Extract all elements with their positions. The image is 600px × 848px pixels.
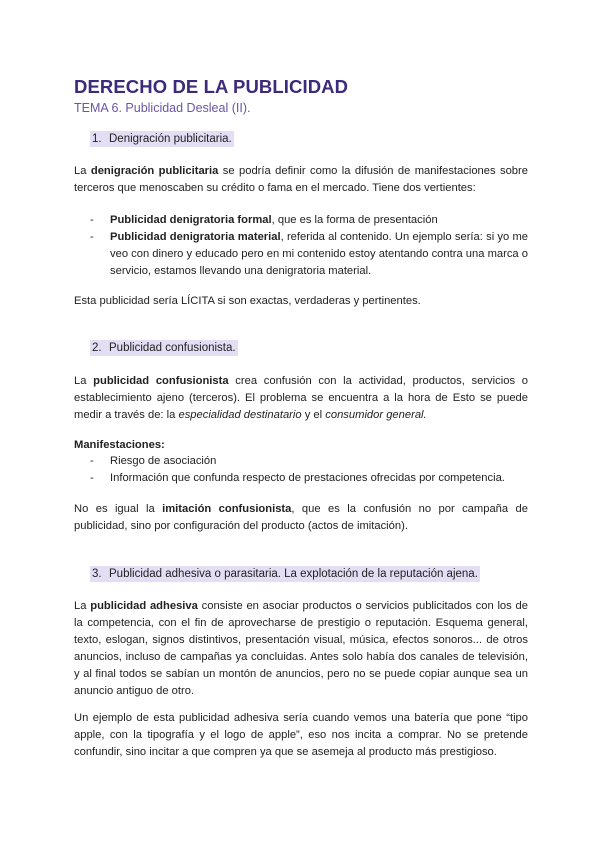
text: La <box>74 600 91 612</box>
text: La <box>74 375 94 387</box>
bold-term: denigración publicitaria <box>90 165 219 177</box>
list-dash: - <box>90 214 94 226</box>
document-subtitle: TEMA 6. Publicidad Desleal (II). <box>74 101 251 115</box>
text: , que es la forma de presentación <box>271 214 438 226</box>
section-heading-3 <box>90 566 480 582</box>
bold-term: Publicidad denigratoria material <box>110 231 281 243</box>
paragraph: Un ejemplo de esta publicidad adhesiva sería cuando vemos una batería que pone “tipo apple, con la tipografía y el logo de apple”, eso nos incita a comprar. No se pretende confundir, sino incitar a que compren ya que se asemeja al producto más prestigioso. <box>74 712 528 758</box>
paragraph <box>74 501 528 535</box>
list-dash: - <box>90 472 94 484</box>
section-title: Denigración publicitaria. <box>109 133 232 145</box>
document-title: DERECHO DE LA PUBLICIDAD <box>74 76 349 97</box>
text: y el <box>301 409 326 421</box>
list-item <box>90 212 528 229</box>
text: Riesgo de asociación <box>110 455 217 467</box>
bold-term: publicidad confusionista <box>93 375 229 387</box>
paragraph <box>74 373 528 424</box>
list-dash: - <box>90 231 94 243</box>
paragraph: Esta publicidad sería LÍCITA si son exactas, verdaderas y pertinentes. <box>74 295 421 307</box>
section-number: 3. <box>92 568 102 580</box>
italic-term: especialidad destinatario <box>178 409 302 421</box>
text: No es igual la <box>74 503 163 515</box>
section-number: 2. <box>92 342 102 354</box>
paragraph <box>74 437 528 454</box>
list-item <box>90 453 528 470</box>
list-item <box>90 470 528 487</box>
section-heading-1 <box>90 131 234 147</box>
text: se podría definir como la difusión de manifestaciones sobre terceros que menoscaben su crédito o fama en el mercado. Tiene dos vertientes: <box>74 165 528 194</box>
text: crea confusión con la actividad, productos, servicios o establecimiento ajeno (terceros). El problema se encuentra a la hora de Esto se puede medir a través de: la <box>74 375 528 421</box>
bold-term: Publicidad denigratoria formal <box>110 214 272 226</box>
text: , referida al contenido. Un ejemplo sería: si yo me veo con dinero y educado pero en mi contenido estoy atentando contra una marca o servicio, estamos llevando una denigratoria material. <box>110 231 529 277</box>
paragraph <box>74 598 528 700</box>
text: , que es la confusión no por campaña de publicidad, sino por configuración del producto (actos de imitación). <box>74 503 528 532</box>
text: La <box>74 165 91 177</box>
paragraph <box>74 163 528 197</box>
list-item <box>90 229 528 280</box>
bold-label: Manifestaciones: <box>74 439 165 451</box>
text: Información que confunda respecto de prestaciones ofrecidas por competencia. <box>110 472 505 484</box>
list-dash: - <box>90 455 94 467</box>
section-title: Publicidad adhesiva o parasitaria. La explotación de la reputación ajena. <box>109 568 478 580</box>
section-title: Publicidad confusionista. <box>109 342 236 354</box>
section-number: 1. <box>92 133 102 145</box>
bold-term: imitación confusionista <box>162 503 292 515</box>
text: consiste en asociar productos o servicios publicitados con los de la competencia, con el fin de aprovecharse de prestigio o reputación. Esquema general, texto, eslogan, signos distintivos, presentación visual, música, efectos sonoros... de otros anuncios, incluso de campañas ya concluidas. Antes solo había dos canales de televisión, y al final todos se sabían un montón de anuncios, pero no se puede copiar aunque sea un anuncio antiguo de otro. <box>74 600 528 697</box>
bold-term: publicidad adhesiva <box>90 600 198 612</box>
section-heading-2 <box>90 340 238 356</box>
italic-term: consumidor general. <box>325 409 427 421</box>
